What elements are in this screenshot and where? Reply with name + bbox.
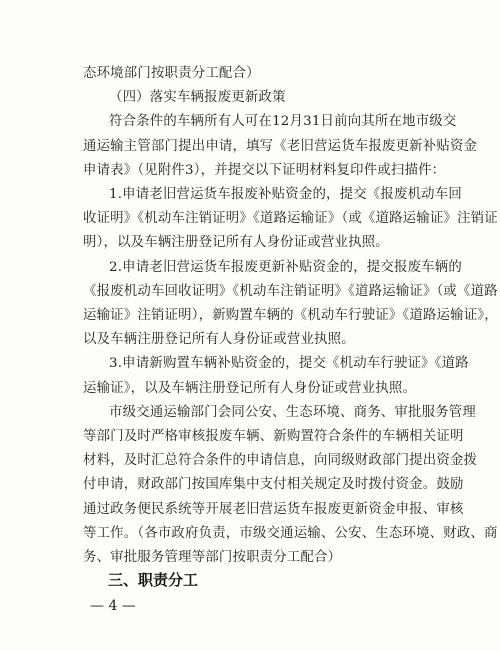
text-line: 运输证》，以及车辆注册登记所有人身份证或营业执照。 [83,381,417,396]
text-line: 收证明》《机动车注销证明》《道路运输证》（或《道路运输证》注销证 [83,211,498,226]
text-line: 明），以及车辆注册登记所有人身份证或营业执照。 [83,235,389,250]
text-line: 务、审批服务管理等部门按职责分工配合） [83,550,342,565]
text-line: 态环境部门按职责分工配合） [83,66,260,81]
text-line: 申请表》（见附件3），并提交以下证明材料复印件或扫描件： [83,163,446,178]
text-line: 通过政务便民系统等开展老旧营运货车报废更新资金申报、审核 [83,502,464,517]
text-line: 材料，及时汇总符合条件的申请信息，向同级财政部门提出资金拨 [83,453,478,468]
text-line: 以及车辆注册登记所有人身份证或营业执照。 [83,332,355,347]
page-number: — 4 — [90,598,136,614]
text-line: 等部门及时严格审核报废车辆、新购置符合条件的车辆相关证明 [83,429,464,444]
text-line: 付申请，财政部门按国库集中支付相关规定及时拨付资金。鼓励 [83,477,464,492]
text-line: 3.申请新购置车辆补贴资金的，提交《机动车行驶证》《道路 [109,356,469,371]
text-line: 2.申请老旧营运货车报废更新补贴资金的，提交报废车辆的 [109,260,462,275]
text-line: 通运输主管部门提出申请，填写《老旧营运货车报废更新补贴资金 [83,139,478,154]
text-line: 运输证》注销证明），新购置车辆的《机动车行驶证》《道路运输证》， [83,308,498,323]
text-line: 1.申请老旧营运货车报废补贴资金的，提交《报废机动车回 [109,187,462,202]
text-line: 《报废机动车回收证明》《机动车注销证明》《道路运输证》（或《道路 [83,284,498,299]
text-line: 等工作。（各市政府负责，市级交通运输、公安、生态环境、财政、商 [83,526,498,541]
text-line: 符合条件的车辆所有人可在12月31日前向其所在地市级交 [109,114,457,129]
subsection-heading: （四）落实车辆报废更新政策 [109,90,286,105]
section-heading: 三、职责分工 [108,571,199,589]
text-line: 市级交通运输部门会同公安、生态环境、商务、审批服务管理 [109,405,476,420]
